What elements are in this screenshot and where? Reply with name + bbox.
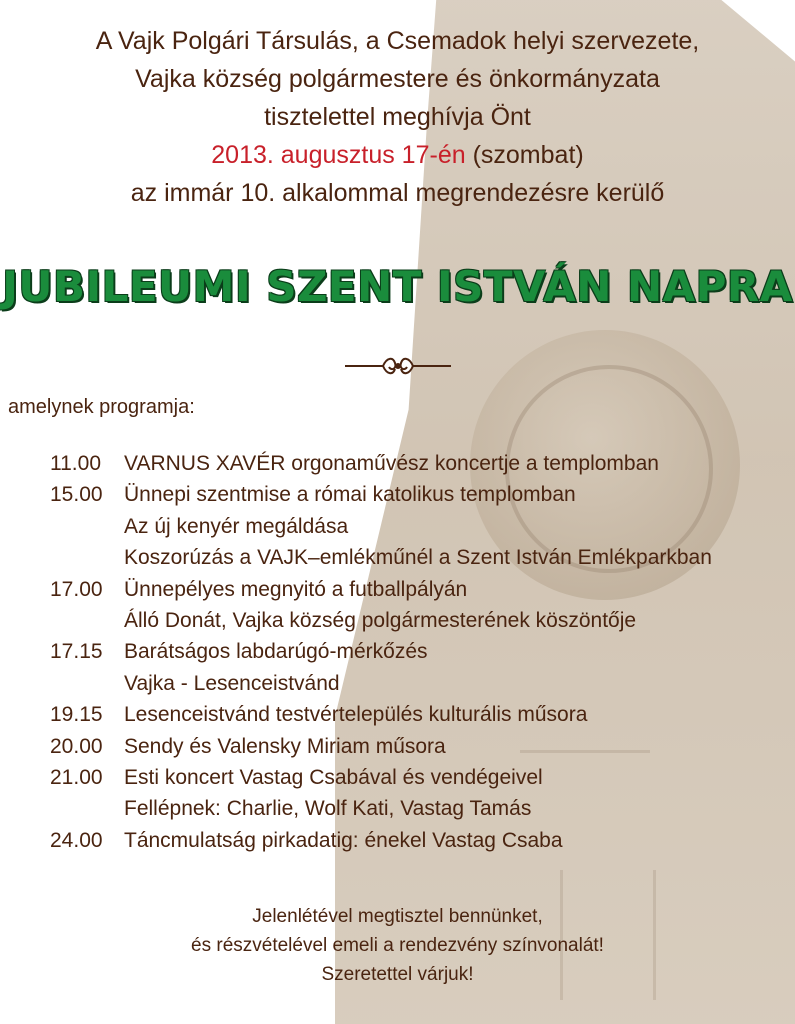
schedule-text: Fellépnek: Charlie, Wolf Kati, Vastag Tamás xyxy=(124,797,532,821)
invitation-footer xyxy=(0,902,795,989)
header-line-invite: tisztelettel meghívja Önt xyxy=(264,103,531,131)
footer-line-honor: Jelenlétével megtisztel bennünket, xyxy=(252,906,543,927)
schedule-time: 15.00 xyxy=(50,483,103,507)
header-line-date xyxy=(0,136,795,174)
schedule-row xyxy=(50,762,790,793)
schedule-text: Ünnepi szentmise a római katolikus templomban xyxy=(124,483,576,507)
program-schedule xyxy=(50,448,790,856)
schedule-row xyxy=(50,668,790,699)
schedule-time: 24.00 xyxy=(50,828,103,852)
schedule-row xyxy=(50,448,790,479)
footer-line-participation: és részvételével emeli a rendezvény színvonalát! xyxy=(191,935,604,956)
program-intro: amelynek programja: xyxy=(8,396,195,418)
ornament-divider xyxy=(0,352,795,380)
schedule-time: 21.00 xyxy=(50,766,103,790)
schedule-time: 20.00 xyxy=(50,734,103,758)
schedule-time: 17.15 xyxy=(50,640,103,664)
schedule-text: Ünnepélyes megnyitó a futballpályán xyxy=(124,577,468,601)
schedule-row xyxy=(50,574,790,605)
footer-line-welcome: Szeretettel várjuk! xyxy=(321,964,474,985)
schedule-text: VARNUS XAVÉR orgonaművész koncertje a templomban xyxy=(124,452,659,475)
schedule-row xyxy=(50,542,790,573)
event-title: JUBILEUMI SZENT ISTVÁN NAPRA xyxy=(2,262,793,311)
invitation-header xyxy=(0,22,795,212)
header-line-occasion: az immár 10. alkalommal megrendezésre kerülő xyxy=(130,179,665,207)
schedule-time xyxy=(50,511,124,542)
schedule-row xyxy=(50,699,790,730)
schedule-time: 17.00 xyxy=(50,577,103,601)
schedule-text: Barátságos labdarúgó-mérkőzés xyxy=(124,640,428,664)
schedule-row xyxy=(50,793,790,824)
schedule-row xyxy=(50,636,790,667)
schedule-time xyxy=(50,668,124,699)
schedule-time: 19.15 xyxy=(50,703,103,727)
schedule-time xyxy=(50,793,124,824)
schedule-text: Vajka - Lesenceistvánd xyxy=(124,671,340,695)
schedule-row xyxy=(50,511,790,542)
ornament-flourish-icon xyxy=(343,353,453,379)
schedule-row xyxy=(50,605,790,636)
schedule-time xyxy=(50,605,124,636)
schedule-text: Koszorúzás a VAJK–emlékműnél a Szent István Emlékparkban xyxy=(124,546,712,570)
event-date: 2013. augusztus 17-én xyxy=(211,141,466,169)
event-day: (szombat) xyxy=(472,141,584,169)
schedule-time xyxy=(50,542,124,573)
header-line-mayor: Vajka község polgármestere és önkormányzata xyxy=(135,65,660,93)
schedule-text: Lesenceistvánd testvértelepülés kulturális műsora xyxy=(124,703,588,727)
schedule-text: Táncmulatság pirkadatig: énekel Vastag Csaba xyxy=(124,828,563,852)
header-line-organizers: A Vajk Polgári Társulás, a Csemadok helyi szervezete, xyxy=(95,27,700,55)
schedule-text: Esti koncert Vastag Csabával és vendégeivel xyxy=(124,766,543,790)
schedule-row xyxy=(50,731,790,762)
schedule-row xyxy=(50,479,790,510)
schedule-text: Az új kenyér megáldása xyxy=(124,514,349,538)
schedule-text: Álló Donát, Vajka község polgármesterének köszöntője xyxy=(124,609,637,633)
schedule-row xyxy=(50,825,790,856)
schedule-time: 11.00 xyxy=(50,452,101,475)
schedule-text: Sendy és Valensky Miriam műsora xyxy=(124,734,446,758)
